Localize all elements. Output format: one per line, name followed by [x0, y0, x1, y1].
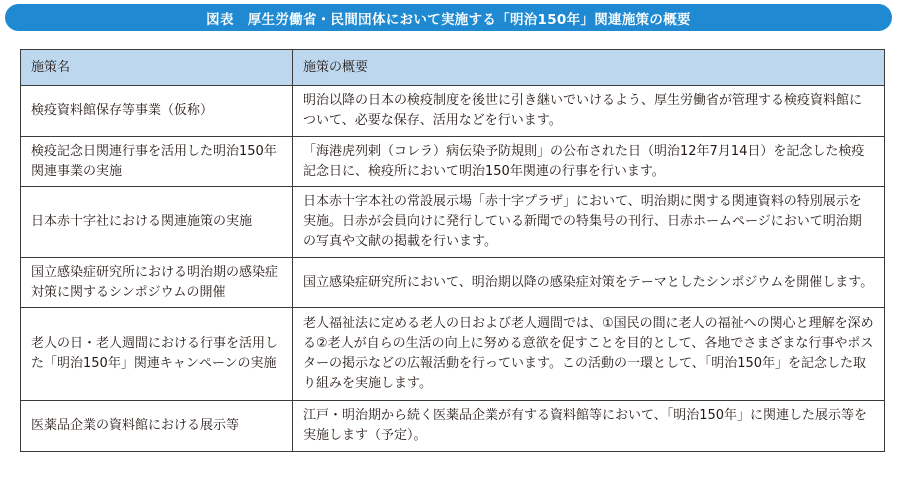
policy-name-cell: 検疫記念日関連行事を活用した明治150年関連事業の実施	[21, 137, 293, 187]
table-row	[21, 137, 885, 187]
policy-summary-cell: 国立感染症研究所において、明治期以降の感染症対策をテーマとしたシンポジウムを開催します。	[293, 258, 885, 308]
table-header-row	[21, 50, 885, 86]
table-row	[21, 258, 885, 308]
table-row	[21, 308, 885, 401]
policy-name-cell: 老人の日・老人週間における行事を活用した「明治150年」関連キャンペーンの実施	[21, 308, 293, 401]
policy-summary-cell: 「海港虎列剌（コレラ）病伝染予防規則」の公布された日（明治12年7月14日）を記念した検疫記念日に、検疫所において明治150年関連の行事を行います。	[293, 137, 885, 187]
header-policy-summary: 施策の概要	[293, 50, 885, 86]
policy-name-cell: 医薬品企業の資料館における展示等	[21, 401, 293, 452]
table-row	[21, 401, 885, 452]
header-policy-name: 施策名	[21, 50, 293, 86]
policy-summary-cell: 江戸・明治期から続く医薬品企業が有する資料館等において、「明治150年」に関連した展示等を実施します（予定）。	[293, 401, 885, 452]
table-row	[21, 86, 885, 137]
policy-summary-cell: 日本赤十字本社の常設展示場「赤十字プラザ」において、明治期に関する関連資料の特別展示を実施。日赤が会員向けに発行している新聞での特集号の刊行、日赤ホームページにおいて明治期の写真や文献の掲載を行います。	[293, 187, 885, 258]
policy-summary-cell: 老人福祉法に定める老人の日および老人週間では、①国民の間に老人の福祉への関心と理解を深める②老人が自らの生活の向上に努める意欲を促すことを目的として、各地でさまざまな行事やポスターの掲示などの広報活動を行っています。この活動の一環として、「明治150年」を記念した取り組みを実施します。	[293, 308, 885, 401]
figure-label: 図表	[206, 11, 234, 28]
policy-name-cell: 検疫資料館保存等事業（仮称）	[21, 86, 293, 137]
policy-summary-cell: 明治以降の日本の検疫制度を後世に引き継いでいけるよう、厚生労働省が管理する検疫資料館について、必要な保存、活用などを行います。	[293, 86, 885, 137]
figure-title: 厚生労働省・民間団体において実施する「明治150年」関連施策の概要	[247, 11, 691, 28]
policy-name-cell: 国立感染症研究所における明治期の感染症対策に関するシンポジウムの開催	[21, 258, 293, 308]
figure-title-bar	[5, 4, 892, 31]
policy-table	[20, 49, 885, 452]
policy-name-cell: 日本赤十字社における関連施策の実施	[21, 187, 293, 258]
table-row	[21, 187, 885, 258]
